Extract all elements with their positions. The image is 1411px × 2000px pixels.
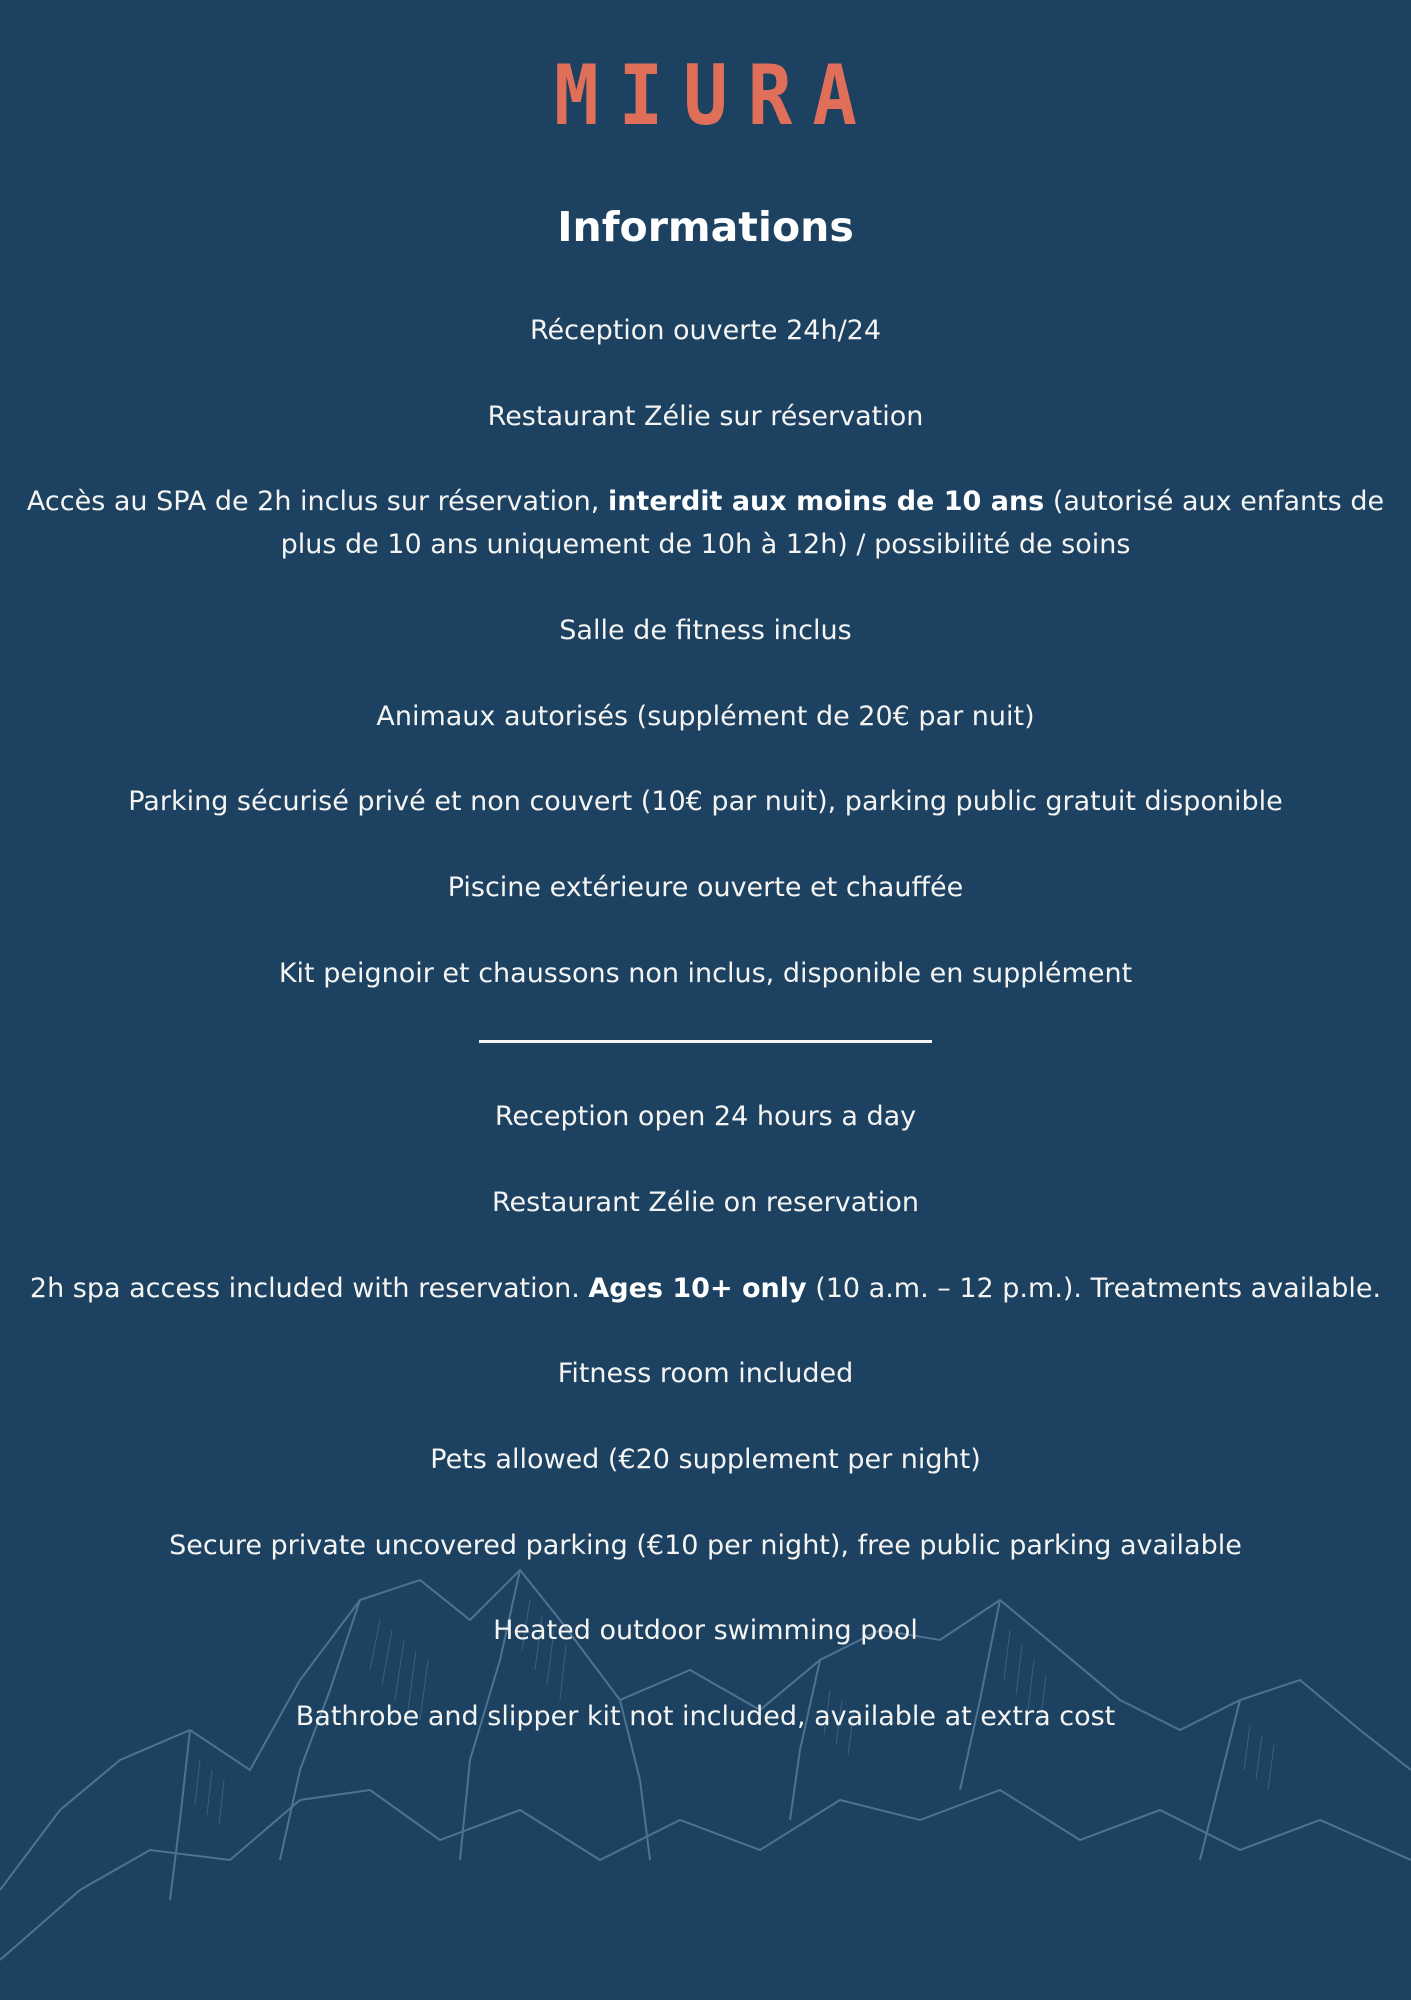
fr-spa-restriction: interdit aux moins de 10 ans <box>607 486 1045 517</box>
section-divider <box>479 1040 932 1043</box>
fr-spa-prefix: Accès au SPA de 2h inclus sur réservation, <box>26 486 608 517</box>
en-spa-suffix: (10 a.m. – 12 p.m.). Treatments available. <box>806 1273 1382 1304</box>
fr-reception-text: Réception ouverte 24h/24 <box>529 315 882 346</box>
fr-spa-text-line2: plus de 10 ans uniquement de 10h à 12h) / possibilité de soins <box>280 529 1131 560</box>
fr-parking-text: Parking sécurisé privé et non couvert (10€ par nuit), parking public gratuit disponible <box>128 786 1283 817</box>
en-reception-text: Reception open 24 hours a day <box>494 1101 917 1132</box>
fr-pool-text: Piscine extérieure ouverte et chauffée <box>447 872 964 903</box>
en-pool-text: Heated outdoor swimming pool <box>493 1615 918 1646</box>
fr-kit-text: Kit peignoir et chaussons non inclus, disponible en supplément <box>278 958 1133 989</box>
fr-spa-text <box>0 481 1411 523</box>
en-kit-text: Bathrobe and slipper kit not included, available at extra cost <box>295 1701 1116 1732</box>
en-spa-restriction: Ages 10+ only <box>588 1273 807 1304</box>
fr-pets-text: Animaux autorisés (supplément de 20€ par nuit) <box>376 701 1035 732</box>
en-restaurant-text: Restaurant Zélie on reservation <box>491 1187 920 1218</box>
page-title: Informations <box>557 203 854 251</box>
en-spa-prefix: 2h spa access included with reservation. <box>29 1273 589 1304</box>
fr-restaurant-text: Restaurant Zélie sur réservation <box>487 401 924 432</box>
brand-logo: MIURA <box>554 48 877 145</box>
fr-fitness-text: Salle de fitness inclus <box>559 615 852 646</box>
fr-spa-suffix: (autorisé aux enfants de <box>1044 486 1385 517</box>
en-parking-text: Secure private uncovered parking (€10 per night), free public parking available <box>169 1530 1242 1561</box>
en-fitness-text: Fitness room included <box>557 1358 854 1389</box>
en-spa-text <box>0 1268 1411 1310</box>
en-pets-text: Pets allowed (€20 supplement per night) <box>430 1444 981 1475</box>
